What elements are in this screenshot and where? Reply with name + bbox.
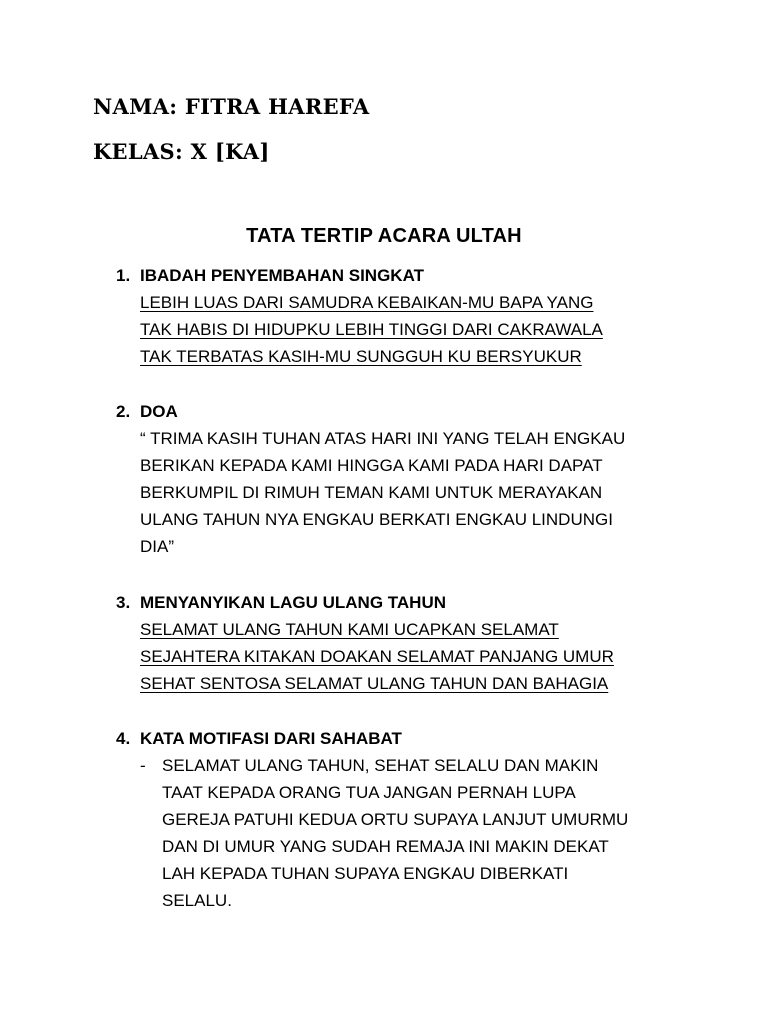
- list-item-title: IBADAH PENYEMBAHAN SINGKAT: [140, 266, 424, 285]
- motivation-text: [162, 752, 628, 914]
- list-item-number: 2.: [116, 402, 131, 421]
- list-item-number: 1.: [116, 266, 131, 285]
- song-lyrics: [140, 289, 603, 370]
- list-item-number: 4.: [116, 729, 131, 748]
- text-line: SEJAHTERA KITAKAN DOAKAN SELAMAT PANJANG UMUR: [140, 647, 614, 666]
- text-line: BERKUMPIL DI RIMUH TEMAN KAMI UNTUK MERAYAKAN: [140, 483, 603, 502]
- list-item-title: DOA: [140, 402, 178, 421]
- song-lyrics: [140, 616, 614, 697]
- text-line: SELALU.: [162, 891, 232, 910]
- text-line: SEHAT SENTOSA SELAMAT ULANG TAHUN DAN BAHAGIA: [140, 674, 609, 693]
- bullet-dash: -: [140, 756, 146, 775]
- text-line: “ TRIMA KASIH TUHAN ATAS HARI INI YANG TELAH ENGKAU: [140, 429, 626, 448]
- text-line: TAK HABIS DI HIDUPKU LEBIH TINGGI DARI CAKRAWALA: [140, 320, 603, 339]
- list-item-title: KATA MOTIFASI DARI SAHABAT: [140, 729, 402, 748]
- text-line: DIA”: [140, 537, 174, 556]
- text-line: SELAMAT ULANG TAHUN KAMI UCAPKAN SELAMAT: [140, 620, 559, 639]
- text-line: ULANG TAHUN NYA ENGKAU BERKATI ENGKAU LINDUNGI: [140, 510, 613, 529]
- list-item-title: MENYANYIKAN LAGU ULANG TAHUN: [140, 593, 446, 612]
- text-line: LEBIH LUAS DARI SAMUDRA KEBAIKAN-MU BAPA YANG: [140, 293, 594, 312]
- text-line: GEREJA PATUHI KEDUA ORTU SUPAYA LANJUT UMURMU: [162, 810, 629, 829]
- prayer-text: [140, 425, 625, 560]
- list-item-number: 3.: [116, 593, 131, 612]
- text-line: TAAT KEPADA ORANG TUA JANGAN PERNAH LUPA: [162, 783, 576, 802]
- text-line: TAK TERBATAS KASIH-MU SUNGGUH KU BERSYUKUR: [140, 347, 582, 366]
- document-title: TATA TERTIP ACARA ULTAH: [246, 225, 522, 247]
- text-line: SELAMAT ULANG TAHUN, SEHAT SELALU DAN MAKIN: [162, 756, 599, 775]
- student-name-heading: NAMA: FITRA HAREFA: [93, 94, 370, 119]
- text-line: BERIKAN KEPADA KAMI HINGGA KAMI PADA HARI DAPAT: [140, 456, 603, 475]
- text-line: LAH KEPADA TUHAN SUPAYA ENGKAU DIBERKATI: [162, 864, 569, 883]
- student-class-heading: KELAS: X [KA]: [93, 139, 270, 164]
- text-line: DAN DI UMUR YANG SUDAH REMAJA INI MAKIN DEKAT: [162, 837, 609, 856]
